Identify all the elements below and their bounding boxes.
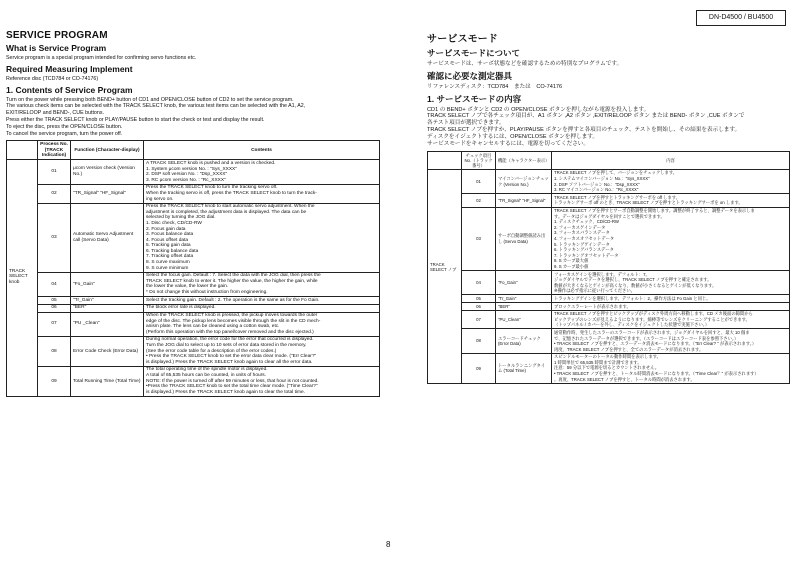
column-header: Contents: [144, 141, 380, 160]
table-row: [428, 329, 790, 353]
contents-line: 1. ディスクチェック、CD/CD-RW: [554, 219, 619, 225]
table-row: [7, 312, 380, 336]
table-row: [7, 272, 380, 296]
contents-cell: [552, 169, 790, 193]
contents-line: (See the error code table for a description of the error codes.): [146, 348, 277, 354]
intro-line: サービスモードをキャンセルするには、電源を切ってください。: [427, 140, 589, 147]
intro-line: EXIT/RELOOP and BEND-, CUE buttons.: [6, 110, 104, 117]
contents-line: (Perform this operation with the top panel/cover removed and the disc ejected.): [146, 329, 314, 335]
table-row: [428, 271, 790, 295]
contents-line: 6. Tracking balance data: [146, 248, 199, 254]
contents-line: 5. トラッキングゲインデータ: [554, 241, 610, 247]
contents-line: • Press the TRACK SELECT knob to set the error data clear mode. ("Err Clear?": [146, 354, 317, 360]
intro-line: Press either the TRACK SELECT knob or PLAY/PAUSE button to start the check or test and display the result.: [6, 116, 265, 123]
contents-line: 。再度、TRACK SELECT ノブを押すと、トータル時間が消去されます。: [554, 376, 695, 382]
contents-cell: [144, 184, 380, 203]
process-number: 03: [38, 203, 71, 272]
contents-line: selected by turning the JOG dial.: [146, 215, 216, 221]
what-text: Service program is a special program intended for confirming servo functions etc.: [6, 55, 197, 61]
what-text-jp: サービスモードは、サーボ状態などを確認するための特別なプログラムです。: [427, 61, 623, 67]
contents-line: 9. S カーブ最小値: [554, 263, 589, 269]
contents-heading-jp: 1. サービスモードの内容: [427, 93, 522, 104]
contents-line: is displayed.) Press the TRACK SELECT knob again to clear all the error data.: [146, 359, 313, 365]
column-header: 内容: [552, 152, 790, 170]
contents-line: During normal operation, the error code for the error that occurred is displayed.: [146, 337, 314, 343]
column-header: Process No. (TRACK Indication): [38, 141, 71, 160]
contents-cell: [144, 160, 380, 184]
table-row: [428, 295, 790, 303]
table-header-row: [7, 141, 380, 160]
english-column: [6, 30, 380, 397]
contents-line: 7. Tracking offset data: [146, 254, 194, 260]
contents-line: TRACK SELECT knob to enter it. The higher the value, the higher the gain, while: [146, 278, 318, 284]
function-name: Error Code Check (Error Data): [71, 336, 144, 366]
process-number: 06: [38, 304, 71, 312]
contents-cell: [552, 271, 790, 295]
function-name: "PU _Clean": [71, 312, 144, 336]
intro-paragraph: [6, 97, 380, 138]
table-row: [428, 169, 790, 193]
contents-line: A total of 65,535 hours can be counted, in units of hours.: [146, 372, 267, 378]
required-heading-jp: 確認に必要な測定器具: [427, 70, 513, 81]
column-header: [7, 141, 38, 160]
contents-line: 8. S カーブ最大値: [554, 258, 589, 264]
process-number: 04: [38, 272, 71, 296]
contents-cell: [144, 203, 380, 272]
model-number-box: DN-D4500 / BU4500: [696, 10, 786, 26]
contents-line: 3. フォーカスバランスデータ: [554, 230, 610, 236]
contents-line: トラッキングサーボ off のとき、TRACK SELECT ノブを押すとトラッキングサーボを on します。: [554, 200, 743, 206]
contents-line: Press the TRACK SELECT knob to turn the tracking servo off.: [146, 185, 278, 191]
table-header-row: [428, 152, 790, 170]
function-name: "BER": [496, 303, 552, 311]
intro-line: TRACK SELECT ノブで各チェック項目が、A1 ボタン ,A2 ボタン ,EXIT/RELOOP ボタン または BEND- ボタン ,CUE ボタンで: [427, 113, 745, 120]
contents-line: 2. DSP ソフトバージョン No.："Dsp_XXXX": [554, 181, 640, 187]
contents-line: Turn the JOG dial to select up to 10 sets of error data stored in the memory.: [146, 343, 307, 349]
contents-cell: [552, 295, 790, 303]
contents-cell: [144, 297, 380, 305]
contents-cell: [552, 329, 790, 353]
process-number: 05: [462, 295, 496, 303]
contents-line: is displayed.) Press the TRACK SELECT knob again to clear the total time.: [146, 389, 305, 395]
process-number: 06: [462, 303, 496, 311]
process-number: 07: [462, 310, 496, 329]
contents-cell: [144, 336, 380, 366]
contents-line: The total operating time of the spindle motor is displayed.: [146, 367, 268, 373]
function-name: "Tr_Gain": [71, 297, 144, 305]
service-table-jp: [427, 151, 790, 383]
group-label-cell: TRACK SELECT ノブ: [428, 169, 462, 383]
contents-line: トラッキングゲインを選択します。デフォルト：2。操作方法は Fo Gain と同じ。: [554, 295, 711, 301]
process-number: 08: [38, 336, 71, 366]
function-name: Automatic Servo Adjustment call (Servo Data): [71, 203, 144, 272]
function-name: "TR_Signal" "HF_Signal": [496, 194, 552, 207]
column-header: 機能（キャラクター表示）: [496, 152, 552, 170]
intro-line: To cancel the service program, turn the power off.: [6, 130, 123, 137]
contents-line: Select the tracking gain. Default : 2. The operation is the same as for the Fo Gain.: [146, 297, 320, 303]
contents-line: 5. Tracking gain data: [146, 243, 191, 249]
contents-line: NOTE: If the power is turned off after 59 minutes or less, that hour is not counted.: [146, 378, 319, 384]
process-number: 01: [38, 160, 71, 184]
contents-line: 再度、TRACK SELECT ノブを押すと、全てのエラーデータが消去されます。: [554, 346, 704, 352]
intro-line: CD1 の BEND+ ボタンと CD2 の OPEN/CLOSE ボタンを押しながら電源を投入します。: [427, 106, 650, 113]
contents-line: Select the focus gain. Default : 7. Select the data with the JOG dial, then press the: [146, 273, 321, 279]
function-name: エラーコードチェック (Error Data): [496, 329, 552, 353]
intro-paragraph-jp: [427, 107, 790, 148]
column-header: Function (Character-display): [71, 141, 144, 160]
process-number: 03: [462, 207, 496, 271]
table-row: [428, 310, 790, 329]
contents-line: • TRACK SELECT ノブを押すと、エラーデータ消去モードになります。（"Err Clear? " が表示されます。）: [554, 341, 757, 347]
contents-line: 数値が大きくなるとゲインが高くなり、数値が小さくなるとゲインが低くなります。: [554, 282, 717, 288]
page-title-jp: サービスモード: [427, 34, 498, 45]
contents-line: When the tracking servo is off, press the TRACK SELECT knob to turn the track-: [146, 190, 317, 196]
contents-line: ピックアップのレンズが見えるようになります。綿棒等でレンズをクリーニングすることができます。: [554, 316, 750, 322]
table-row: [7, 297, 380, 305]
page-number: 8: [386, 540, 391, 549]
table-row: [7, 366, 380, 396]
contents-line: ing servo on.: [146, 196, 174, 202]
contents-line: ジョグダイヤルでデータを選択し、TRACK SELECT ノブを押すと確定されます。: [554, 277, 712, 283]
contents-line: 1. Disc check, CD/CD-RW: [146, 220, 202, 226]
page-title: SERVICE PROGRAM: [6, 30, 108, 41]
table-row: [7, 336, 380, 366]
contents-line: TRACK SELECT ノブを押して、バージョンをチェックします。: [554, 170, 678, 176]
contents-cell: [552, 353, 790, 383]
column-header: チェック項目 No.（トラック番号）: [462, 152, 496, 170]
contents-line: 2. フォーカスゲインデータ: [554, 224, 606, 230]
contents-line: 2. DSP soft version No. : "Dsp_XXXX": [146, 172, 228, 178]
function-name: トータルランニングタイム (Total Time): [496, 353, 552, 383]
function-name: μcom Version check (Version No.): [71, 160, 144, 184]
function-name: "BER": [71, 304, 144, 312]
intro-line: To eject the disc, press the OPEN/CLOSE button.: [6, 123, 123, 130]
contents-line: A TRACK SELECT knob is pushed and a version is checked.: [146, 160, 276, 166]
contents-line: * Do not change this without instruction from engineering.: [146, 290, 268, 296]
column-header: [428, 152, 462, 170]
contents-line: 4. Focus offset data: [146, 237, 189, 243]
contents-heading: 1. Contents of Service Program: [6, 84, 133, 95]
contents-line: Press the TRACK SELECT knob to start automatic servo adjustment. When the: [146, 204, 315, 210]
process-number: 09: [462, 353, 496, 383]
contents-cell: [552, 310, 790, 329]
contents-line: （トップパネル / カバーを外し、ディスクをイジェクトした状態で実施下さい。）: [554, 322, 710, 328]
function-name: "Tr_Gain": [496, 295, 552, 303]
contents-line: TRACK SELECT ノブを押すとピックアップがディスク外周方向へ移動します。CD メカ後面の隙間から: [554, 311, 753, 317]
contents-line: 2. Focus gain data: [146, 226, 186, 232]
contents-line: edge of the disc. The pickup lens becomes visible through the slit in the CD mech-: [146, 318, 321, 324]
intro-line: ディスクをイジェクトするには、OPEN/CLOSE ボタンを押します。: [427, 133, 598, 140]
contents-line: 8. S curve maximum: [146, 260, 190, 266]
process-number: 02: [462, 194, 496, 207]
contents-line: •Press the TRACK SELECT knob to set the total time clear mode. ("Time Clear?": [146, 384, 318, 390]
contents-cell: [144, 312, 380, 336]
contents-line: 通常動作時、発生したエラーのエラーコードが表示されます。ジョグダイヤルを回すと、最大 10 個ま: [554, 329, 750, 335]
process-number: 01: [462, 169, 496, 193]
process-number: 08: [462, 329, 496, 353]
table-row: [428, 303, 790, 311]
table-row: [7, 160, 380, 184]
contents-line: the lower the value, the lower the gain.: [146, 284, 229, 290]
required-text: Reference disc (TCD784 or CO-74176): [6, 75, 99, 82]
contents-line: 9. S curve minimum: [146, 265, 189, 271]
table-row: [428, 207, 790, 271]
process-number: 04: [462, 271, 496, 295]
contents-line: 1. System μcom version No. : "Sys_XXXX": [146, 166, 237, 172]
process-number: 02: [38, 184, 71, 203]
required-heading: Required Measuring Implement: [6, 63, 133, 74]
process-number: 05: [38, 297, 71, 305]
contents-line: で、記憶されたエラーデータが選択できます。（エラーコードはエラーコード表を参照下さい。）: [554, 335, 739, 341]
contents-line: adjustment is completed, the adjustment data is displayed. The data can be: [146, 209, 307, 215]
what-heading: What is Service Program: [6, 43, 107, 53]
table-row: [7, 203, 380, 272]
contents-line: す。データはジョグダイヤルを回すことで選択できます。: [554, 213, 665, 219]
function-name: マイコンバージョンチェック (Version No.): [496, 169, 552, 193]
intro-line: 各テスト項目が選択できます。: [427, 120, 505, 127]
intro-line: TRACK SELECT ノブを押すか、PLAY/PAUSE ボタンを押すと各項目のチェック、テストを開始し、その結果を表示します。: [427, 126, 741, 133]
contents-line: 4. フォーカスオフセットデータ: [554, 236, 615, 242]
contents-line: The block error rate is displayed.: [146, 305, 216, 311]
contents-line: ブロックエラーレートが表示されます。: [554, 303, 631, 309]
contents-cell: [552, 194, 790, 207]
contents-line: 3. RC μcom version No. : "Rc_XXXX": [146, 177, 226, 183]
contents-line: 3. RC マイコンバージョン No.："Rc_XXXX": [554, 187, 639, 193]
table-row: [428, 194, 790, 207]
japanese-column: [427, 30, 790, 384]
table-row: [7, 184, 380, 203]
contents-cell: [144, 272, 380, 296]
table-row: [428, 353, 790, 383]
process-number: 09: [38, 366, 71, 396]
intro-line: The various check items can be selected with the TRACK SELECT knob, the various test items can be selected with the A1, A2,: [6, 103, 306, 110]
contents-line: 1 時間単位で 65,535 時間まで計測できます。: [554, 359, 642, 365]
contents-line: 注意：59 分以下で電源を切るとカウントされません。: [554, 365, 660, 371]
function-name: "Fo_Gain": [496, 271, 552, 295]
function-name: "Fo_Gain": [71, 272, 144, 296]
contents-line: 3. Focus balance data: [146, 232, 194, 238]
contents-line: 1. システムマイコンバージョン No.："Sys_XXXX": [554, 176, 650, 182]
contents-line: TRACK SELECT ノブを押すとサーボ自動調整を開始します。調整が終了すると、調整データを表示しま: [554, 208, 755, 214]
contents-line: ※操作は必ず指示に従い行ってください。: [554, 288, 635, 294]
contents-line: フォーカスゲインを選択します。デフォルト：7。: [554, 271, 650, 277]
function-name: "PU_Clean": [496, 310, 552, 329]
contents-cell: [552, 303, 790, 311]
contents-line: スピンドルモーターのトータル動作時間を表示します。: [554, 354, 661, 360]
process-number: 07: [38, 312, 71, 336]
contents-line: 6. トラッキングバランスデータ: [554, 247, 614, 253]
required-text-jp: リファレンスディスク：TCD784 または CO-74176: [427, 83, 563, 90]
group-label-cell: TRACK SELECT knob: [7, 160, 38, 396]
table-row: [7, 304, 380, 312]
function-name: サーボ自動調整値読み出し (Servo Data): [496, 207, 552, 271]
what-heading-jp: サービスモードについて: [427, 48, 520, 58]
contents-cell: [144, 304, 380, 312]
contents-line: anism plate. The lens can be cleaned using a cotton swab, etc.: [146, 324, 280, 330]
contents-line: TRACK SELECT ノブを押すとトラッキングサーボを off します。: [554, 194, 681, 200]
contents-line: When the TRACK SELECT knob is pressed, the pickup moves towards the outer: [146, 313, 318, 319]
function-name: "TR_Signal" "HF_Signal": [71, 184, 144, 203]
function-name: Total Running Time (Total Time): [71, 366, 144, 396]
contents-cell: [144, 366, 380, 396]
contents-cell: [552, 207, 790, 271]
service-table: [6, 140, 380, 396]
contents-line: • TRACK SELECT ノブを押すと、トータル時間消去モードになります。（"Time Clear？" が表示されます）: [554, 371, 759, 377]
contents-line: 7. トラッキングオフセットデータ: [554, 252, 619, 258]
intro-line: Turn on the power while pressing both BEND+ button of CD1 and OPEN/CLOSE button of CD2 to set the service program.: [6, 96, 294, 103]
